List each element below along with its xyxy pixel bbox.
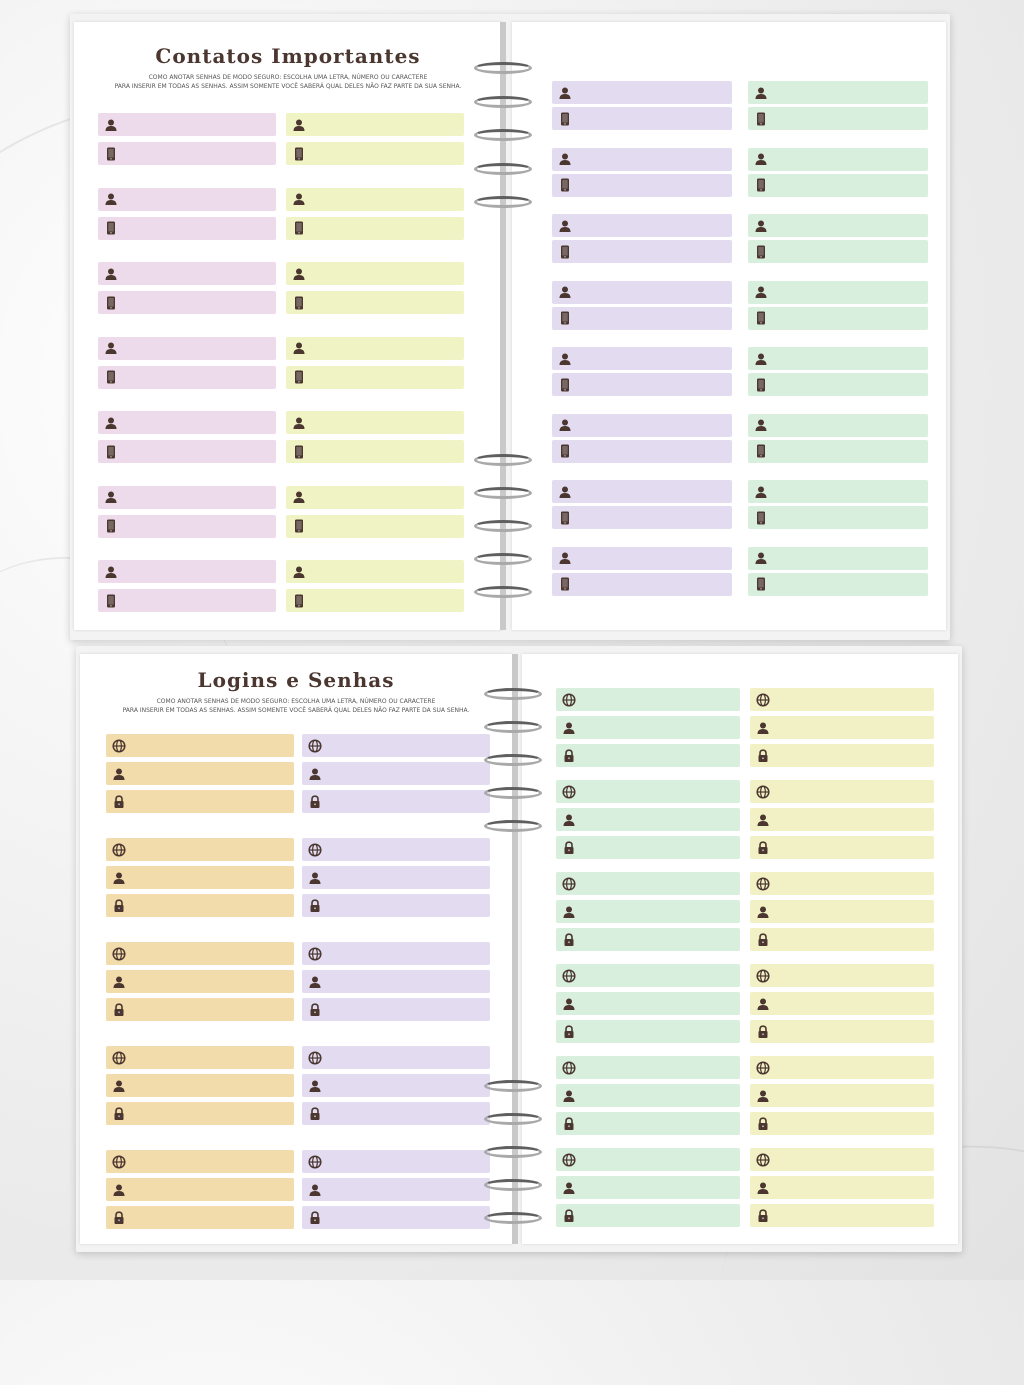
lock-field[interactable] [302,998,490,1021]
globe-icon [562,1153,576,1167]
person-icon [756,721,770,735]
person-field[interactable] [556,808,740,831]
lock-field[interactable] [750,1204,934,1227]
person-field[interactable] [556,992,740,1015]
globe-field[interactable] [302,942,490,965]
person-field[interactable] [302,1074,490,1097]
spiral-ring [484,787,542,799]
person-icon [756,997,770,1011]
globe-icon [562,1061,576,1075]
globe-field[interactable] [750,688,934,711]
person-field[interactable] [750,1176,934,1199]
lock-icon [756,1117,770,1131]
lock-field[interactable] [302,894,490,917]
subtitle-line-2: PARA INSERIR EM TODAS AS SENHAS. ASSIM SOMENTE VOCÊ SABERÁ QUAL DELES NÃO FAZ PARTE DA SUA SENHA. [80,706,512,715]
globe-icon [112,1155,126,1169]
globe-icon [756,1153,770,1167]
globe-icon [112,947,126,961]
lock-field[interactable] [750,836,934,859]
globe-field[interactable] [106,1046,294,1069]
globe-icon [112,739,126,753]
globe-field[interactable] [106,1150,294,1173]
person-icon [562,813,576,827]
subtitle-line-1: COMO ANOTAR SENHAS DE MODO SEGURO: ESCOLHA UMA LETRA, NÚMERO OU CARACTERE [74,73,502,82]
lock-icon [112,1211,126,1225]
lock-field[interactable] [556,1112,740,1135]
spiral-ring [484,1146,542,1158]
person-field[interactable] [106,762,294,785]
person-icon [112,1079,126,1093]
globe-field[interactable] [556,1148,740,1171]
lock-icon [308,1107,322,1121]
person-icon [562,905,576,919]
lock-icon [756,933,770,947]
globe-field[interactable] [750,1148,934,1171]
lock-icon [756,841,770,855]
lock-field[interactable] [106,1102,294,1125]
globe-icon [112,1051,126,1065]
person-icon [112,767,126,781]
globe-field[interactable] [750,964,934,987]
globe-field[interactable] [302,734,490,757]
lock-field[interactable] [106,894,294,917]
lock-field[interactable] [302,1102,490,1125]
person-field[interactable] [556,900,740,923]
globe-field[interactable] [556,688,740,711]
globe-field[interactable] [106,838,294,861]
person-field[interactable] [302,1178,490,1201]
spiral-ring [484,1113,542,1125]
lock-field[interactable] [556,744,740,767]
globe-field[interactable] [556,780,740,803]
globe-icon [562,969,576,983]
lock-icon [112,1003,126,1017]
spiral-ring [484,754,542,766]
lock-icon [308,1211,322,1225]
globe-icon [308,947,322,961]
globe-field[interactable] [302,1046,490,1069]
person-field[interactable] [106,970,294,993]
lock-icon [562,1025,576,1039]
lock-field[interactable] [556,928,740,951]
globe-field[interactable] [750,780,934,803]
person-icon [112,1183,126,1197]
spiral-ring [484,1212,542,1224]
page-title: Contatos Importantes [74,44,502,68]
lock-icon [562,933,576,947]
lock-icon [562,1117,576,1131]
person-field[interactable] [106,1178,294,1201]
subtitle-line-1: COMO ANOTAR SENHAS DE MODO SEGURO: ESCOLHA UMA LETRA, NÚMERO OU CARACTERE [80,697,512,706]
lock-icon [112,899,126,913]
lock-field[interactable] [106,790,294,813]
globe-icon [756,785,770,799]
person-icon [562,721,576,735]
globe-field[interactable] [750,1056,934,1079]
lock-icon [112,1107,126,1121]
globe-field[interactable] [106,734,294,757]
person-icon [562,1181,576,1195]
globe-field[interactable] [302,838,490,861]
lock-icon [308,1003,322,1017]
lock-field[interactable] [556,836,740,859]
spiral-ring [484,688,542,700]
person-field[interactable] [750,1084,934,1107]
person-icon [112,975,126,989]
globe-icon [308,1155,322,1169]
lock-icon [308,899,322,913]
person-field[interactable] [556,716,740,739]
person-field[interactable] [750,900,934,923]
lock-field[interactable] [750,928,934,951]
person-field[interactable] [106,1074,294,1097]
person-icon [756,1089,770,1103]
lock-icon [756,1025,770,1039]
spiral-ring [484,1080,542,1092]
person-icon [308,767,322,781]
globe-icon [308,1051,322,1065]
globe-field[interactable] [556,964,740,987]
lock-field[interactable] [106,1206,294,1229]
person-icon [308,871,322,885]
person-field[interactable] [302,970,490,993]
spiral-ring [484,721,542,733]
lock-icon [756,1209,770,1223]
person-field[interactable] [750,716,934,739]
globe-field[interactable] [556,872,740,895]
lock-icon [112,795,126,809]
person-field[interactable] [302,866,490,889]
lock-field[interactable] [750,744,934,767]
right-page [522,654,958,1244]
globe-field[interactable] [750,872,934,895]
page-title: Logins e Senhas [80,668,512,692]
lock-field[interactable] [556,1204,740,1227]
lock-icon [562,841,576,855]
person-icon [308,975,322,989]
globe-icon [562,693,576,707]
person-field[interactable] [556,1084,740,1107]
lock-field[interactable] [302,790,490,813]
lock-icon [756,749,770,763]
lock-field[interactable] [302,1206,490,1229]
lock-field[interactable] [556,1020,740,1043]
person-icon [756,1181,770,1195]
globe-icon [112,843,126,857]
globe-field[interactable] [556,1056,740,1079]
globe-field[interactable] [302,1150,490,1173]
lock-field[interactable] [106,998,294,1021]
spiral-ring [484,1179,542,1191]
globe-icon [562,785,576,799]
globe-icon [756,1061,770,1075]
subtitle-line-2: PARA INSERIR EM TODAS AS SENHAS. ASSIM SOMENTE VOCÊ SABERÁ QUAL DELES NÃO FAZ PARTE DA SUA SENHA. [74,82,502,91]
person-field[interactable] [556,1176,740,1199]
globe-icon [562,877,576,891]
lock-icon [308,795,322,809]
lock-icon [562,749,576,763]
person-icon [562,997,576,1011]
lock-field[interactable] [750,1112,934,1135]
spiral-ring [484,820,542,832]
person-field[interactable] [302,762,490,785]
person-icon [308,1183,322,1197]
lock-field[interactable] [750,1020,934,1043]
person-icon [756,905,770,919]
globe-field[interactable] [106,942,294,965]
person-field[interactable] [750,992,934,1015]
globe-icon [308,843,322,857]
person-field[interactable] [106,866,294,889]
person-icon [756,813,770,827]
lock-icon [562,1209,576,1223]
person-icon [112,871,126,885]
globe-icon [756,969,770,983]
person-field[interactable] [750,808,934,831]
globe-icon [756,693,770,707]
globe-icon [756,877,770,891]
person-icon [562,1089,576,1103]
person-icon [308,1079,322,1093]
left-page [80,654,512,1244]
globe-icon [308,739,322,753]
